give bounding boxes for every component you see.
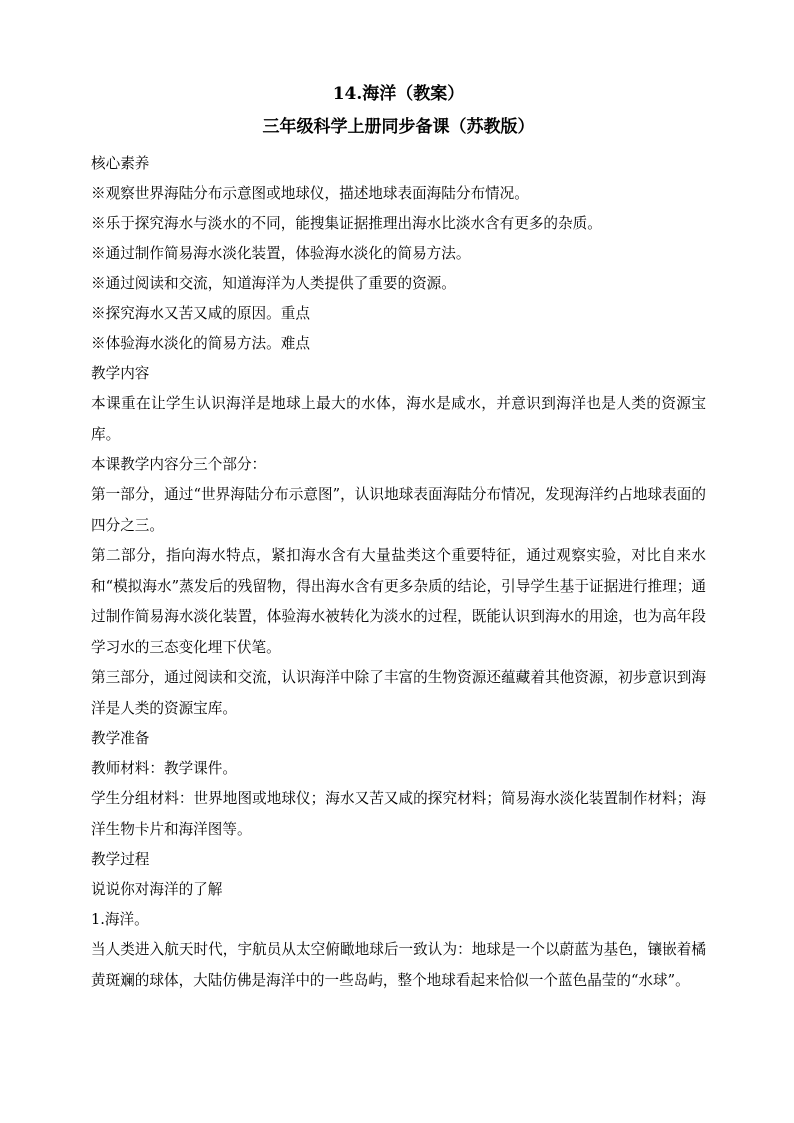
section-heading-core-literacy: 核心素养 xyxy=(91,155,150,172)
content-paragraph: 本课教学内容分三个部分： xyxy=(91,456,267,473)
section-heading-process: 教学过程 xyxy=(91,851,150,868)
content-paragraph: 本课重在让学生认识海洋是地球上最大的水体，海水是咸水，并意识到海洋也是人类的资源宝库。 xyxy=(91,395,706,443)
process-step-heading: 说说你对海洋的了解 xyxy=(91,881,223,898)
goal-item: ※通过制作简易海水淡化装置，体验海水淡化的简易方法。 xyxy=(91,245,471,262)
section-heading-preparation: 教学准备 xyxy=(91,730,150,747)
student-materials: 学生分组材料：世界地图或地球仪；海水又苦又咸的探究材料；简易海水淡化装置制作材料；海洋生物卡片和海洋图等。 xyxy=(91,790,706,838)
process-subheading-ocean: 1.海洋。 xyxy=(91,911,149,928)
content-part-two: 第二部分，指向海水特点，紧扣海水含有大量盐类这个重要特征，通过观察实验，对比自来水和“模拟海水”蒸发后的残留物，得出海水含有更多杂质的结论，引导学生基于证据进行推理；通过制作简易海水淡化装置，体验海水被转化为淡水的过程，既能认识到海水的用途，也为高年段学习水的三态变化埋下伏笔。 xyxy=(91,547,706,656)
goal-item-difficult-point: ※体验海水淡化的简易方法。难点 xyxy=(91,335,310,352)
document-title: 14.海洋（教案） xyxy=(332,84,465,104)
goal-item: ※观察世界海陆分布示意图或地球仪，描述地球表面海陆分布情况。 xyxy=(91,185,529,202)
section-heading-content: 教学内容 xyxy=(91,365,150,382)
content-part-three: 第三部分，通过阅读和交流，认识海洋中除了丰富的生物资源还蕴藏着其他资源，初步意识到海洋是人类的资源宝库。 xyxy=(91,669,706,717)
goal-item: ※乐于探究海水与淡水的不同，能搜集证据推理出海水比淡水含有更多的杂质。 xyxy=(91,215,602,232)
teacher-materials: 教师材料：教学课件。 xyxy=(91,760,237,777)
content-part-one: 第一部分，通过“世界海陆分布示意图”，认识地球表面海陆分布情况，发现海洋约占地球表面的四分之三。 xyxy=(91,486,706,534)
document-subtitle: 三年级科学上册同步备课（苏教版） xyxy=(262,117,535,137)
goal-item-key-point: ※探究海水又苦又咸的原因。重点 xyxy=(91,305,310,322)
process-paragraph: 当人类进入航天时代，宇航员从太空俯瞰地球后一致认为：地球是一个以蔚蓝为基色，镶嵌着橘黄斑斓的球体，大陆仿佛是海洋中的一些岛屿，整个地球看起来恰似一个蓝色晶莹的“水球”。 xyxy=(91,941,706,989)
goal-item: ※通过阅读和交流，知道海洋为人类提供了重要的资源。 xyxy=(91,275,456,292)
